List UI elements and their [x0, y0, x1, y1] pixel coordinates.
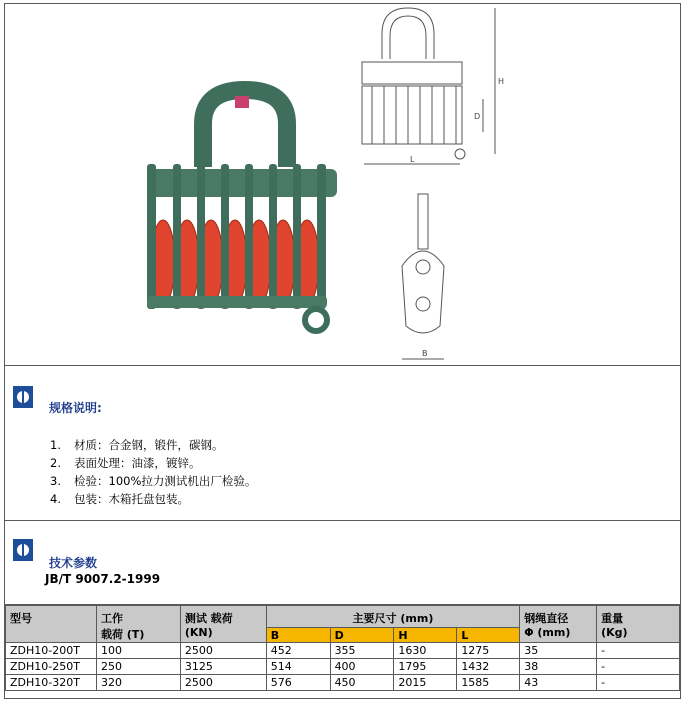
header-rope-diameter: 钢绳直径 Φ (mm)	[520, 606, 597, 643]
technical-drawing	[350, 4, 680, 366]
cell-test: 3125	[180, 659, 266, 675]
spec-item: 3. 检验：100%拉力测试机出厂检验。	[50, 474, 257, 488]
spec-section	[5, 366, 680, 521]
header-model: 型号	[6, 606, 97, 643]
dim-label-h: H	[498, 77, 505, 86]
image-row	[5, 4, 680, 366]
spec-title: 规格说明:	[49, 401, 102, 415]
header-weight: 重量 (Kg)	[597, 606, 680, 643]
cell-work: 100	[96, 643, 180, 659]
cell-model: ZDH10-200T	[6, 643, 97, 659]
cell-l: 1275	[457, 643, 520, 659]
cell-l: 1432	[457, 659, 520, 675]
product-photo	[5, 4, 350, 366]
dim-label-b: B	[422, 349, 428, 358]
cell-test: 2500	[180, 675, 266, 691]
cell-work: 250	[96, 659, 180, 675]
parameters-table	[5, 605, 680, 691]
header-test-load: 测试 载荷 (KN)	[180, 606, 266, 643]
header-work-load: 工作 载荷 (T)	[96, 606, 180, 643]
cell-weight: -	[597, 675, 680, 691]
cell-b: 576	[266, 675, 330, 691]
header-dim-b: B	[266, 628, 330, 643]
header-dim-l: L	[457, 628, 520, 643]
cell-b: 514	[266, 659, 330, 675]
spec-item: 4. 包装：木箱托盘包装。	[50, 492, 189, 506]
cell-weight: -	[597, 643, 680, 659]
table-row	[6, 643, 680, 659]
cell-d: 450	[330, 675, 394, 691]
header-main-dims: 主要尺寸 (mm)	[266, 606, 520, 628]
spec-list	[50, 436, 256, 508]
cell-h: 1795	[394, 659, 457, 675]
cell-h: 2015	[394, 675, 457, 691]
product-sheet	[4, 3, 681, 699]
spec-item: 1. 材质：合金钢，锻件，碳钢。	[50, 438, 224, 452]
company-logo-icon	[13, 386, 33, 408]
cell-rope: 43	[520, 675, 597, 691]
cell-d: 355	[330, 643, 394, 659]
cell-h: 1630	[394, 643, 457, 659]
dim-label-l: L	[410, 155, 415, 164]
cell-work: 320	[96, 675, 180, 691]
cell-weight: -	[597, 659, 680, 675]
cell-d: 400	[330, 659, 394, 675]
tech-title: 技术参数	[49, 556, 98, 570]
table-row	[6, 675, 680, 691]
dim-label-d: D	[474, 112, 481, 121]
table-row	[6, 659, 680, 675]
cell-model: ZDH10-250T	[6, 659, 97, 675]
table-header-row	[6, 606, 680, 628]
header-dim-h: H	[394, 628, 457, 643]
cell-test: 2500	[180, 643, 266, 659]
dimension-drawing	[350, 4, 680, 366]
pulley-block-photo	[5, 4, 350, 366]
cell-rope: 35	[520, 643, 597, 659]
tech-section	[5, 521, 680, 605]
header-dim-d: D	[330, 628, 394, 643]
cell-b: 452	[266, 643, 330, 659]
cell-l: 1585	[457, 675, 520, 691]
company-logo-icon	[13, 539, 33, 561]
cell-rope: 38	[520, 659, 597, 675]
spec-item: 2. 表面处理：油漆，镀锌。	[50, 456, 201, 470]
standard-code: JB/T 9007.2-1999	[45, 572, 161, 586]
cell-model: ZDH10-320T	[6, 675, 97, 691]
